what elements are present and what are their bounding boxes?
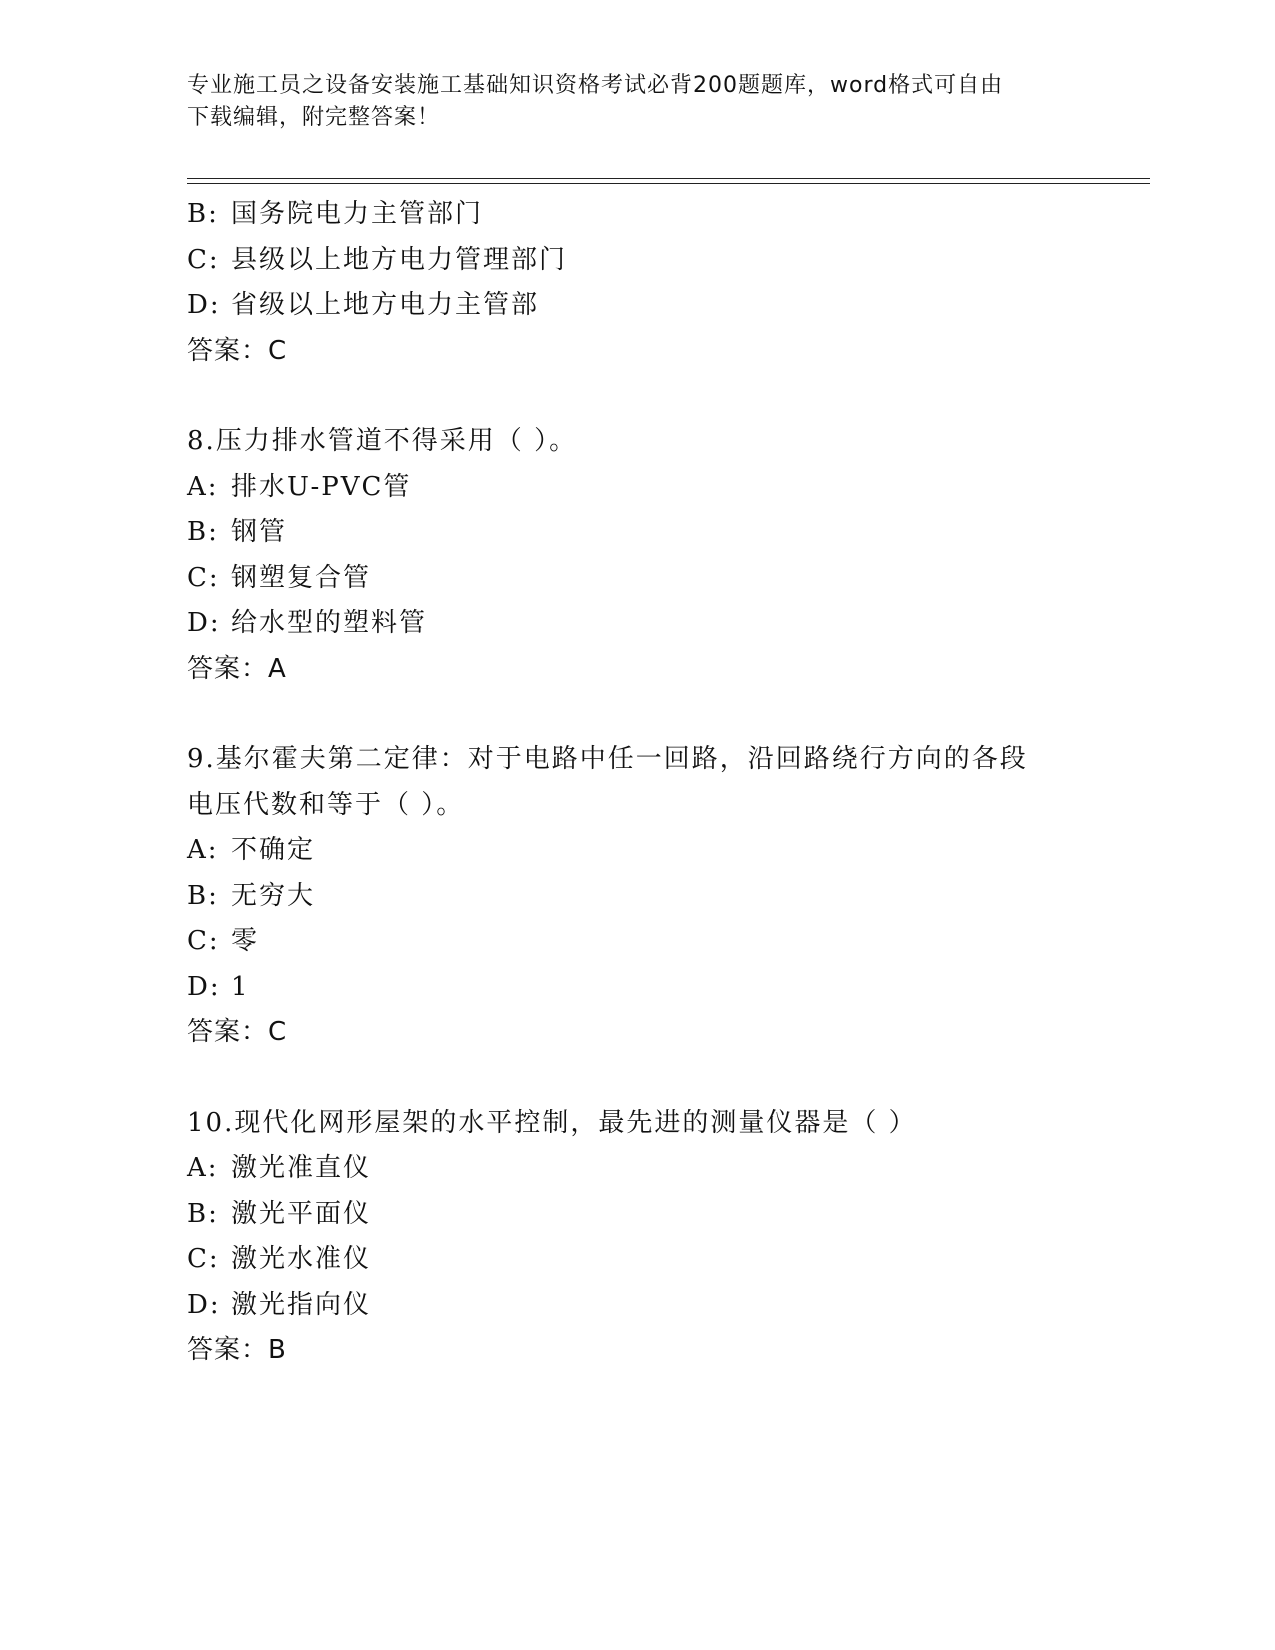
option-letter: C: (187, 1244, 220, 1274)
option-letter: C: (187, 926, 220, 956)
option-b (187, 1192, 1087, 1238)
question-stem: 8.压力排水管道不得采用（ ）。 (187, 426, 578, 456)
option-text: 激光水准仪 (231, 1244, 372, 1274)
answer-line: 答案：C (187, 1017, 288, 1047)
option-letter: B: (187, 1198, 219, 1229)
answer-line: 答案：A (187, 653, 287, 684)
partial-question-block (187, 192, 1087, 374)
option-a (187, 828, 1087, 874)
option-text: 无穷大 (231, 880, 316, 911)
option-c (187, 1237, 1087, 1283)
option-text: 排水U-PVC管 (231, 471, 412, 502)
option-a (187, 465, 1087, 511)
option-d (187, 283, 1087, 329)
option-letter: D: (187, 1289, 221, 1320)
option-b (187, 192, 1087, 238)
option-text: 激光平面仪 (231, 1198, 372, 1229)
option-text: 激光准直仪 (231, 1153, 372, 1183)
question-block-9 (187, 737, 1087, 1056)
option-text: 激光指向仪 (231, 1289, 372, 1320)
option-c (187, 556, 1087, 602)
option-b (187, 874, 1087, 920)
header-line-2: 下载编辑，附完整答案！ (187, 105, 441, 130)
option-letter: D: (187, 290, 221, 320)
option-text: 省级以上地方电力主管部 (231, 290, 540, 320)
answer-line: 答案：B (187, 1335, 287, 1365)
question-block-8 (187, 419, 1087, 692)
document-header (187, 70, 1087, 134)
question-block-10 (187, 1101, 1087, 1374)
option-text: 国务院电力主管部门 (231, 199, 484, 229)
option-letter: B: (187, 517, 219, 547)
option-text: 给水型的塑料管 (231, 608, 428, 638)
option-letter: B: (187, 199, 219, 229)
header-divider-bottom (187, 183, 1150, 184)
question-stem: 10.现代化网形屋架的水平控制，最先进的测量仪器是（ ） (187, 1107, 917, 1138)
option-d (187, 601, 1087, 647)
option-text: 县级以上地方电力管理部门 (231, 244, 568, 275)
option-text: 钢管 (231, 517, 288, 547)
option-letter: A: (187, 471, 219, 502)
option-a (187, 1146, 1087, 1192)
option-c (187, 238, 1087, 284)
option-text: 钢塑复合管 (231, 562, 372, 593)
option-letter: C: (187, 244, 220, 275)
option-b (187, 510, 1087, 556)
option-letter: B: (187, 880, 219, 911)
option-c (187, 919, 1087, 965)
option-d (187, 1283, 1087, 1329)
header-divider-top (187, 178, 1150, 179)
option-letter: A: (187, 1153, 219, 1183)
option-letter: A: (187, 835, 219, 865)
question-list (187, 192, 1087, 1374)
option-letter: C: (187, 562, 220, 593)
answer-line: 答案：C (187, 335, 288, 366)
option-text: 1 (231, 971, 250, 1002)
question-stem: 9.基尔霍夫第二定律：对于电路中任一回路，沿回路绕行方向的各段电压代数和等于（ ）。 (187, 744, 1028, 820)
option-d (187, 965, 1087, 1011)
header-line-1: 专业施工员之设备安装施工基础知识资格考试必背200题题库，word格式可自由 (187, 73, 1004, 98)
option-text: 不确定 (231, 835, 316, 865)
option-letter: D: (187, 971, 221, 1002)
option-letter: D: (187, 608, 221, 638)
option-text: 零 (231, 926, 260, 956)
